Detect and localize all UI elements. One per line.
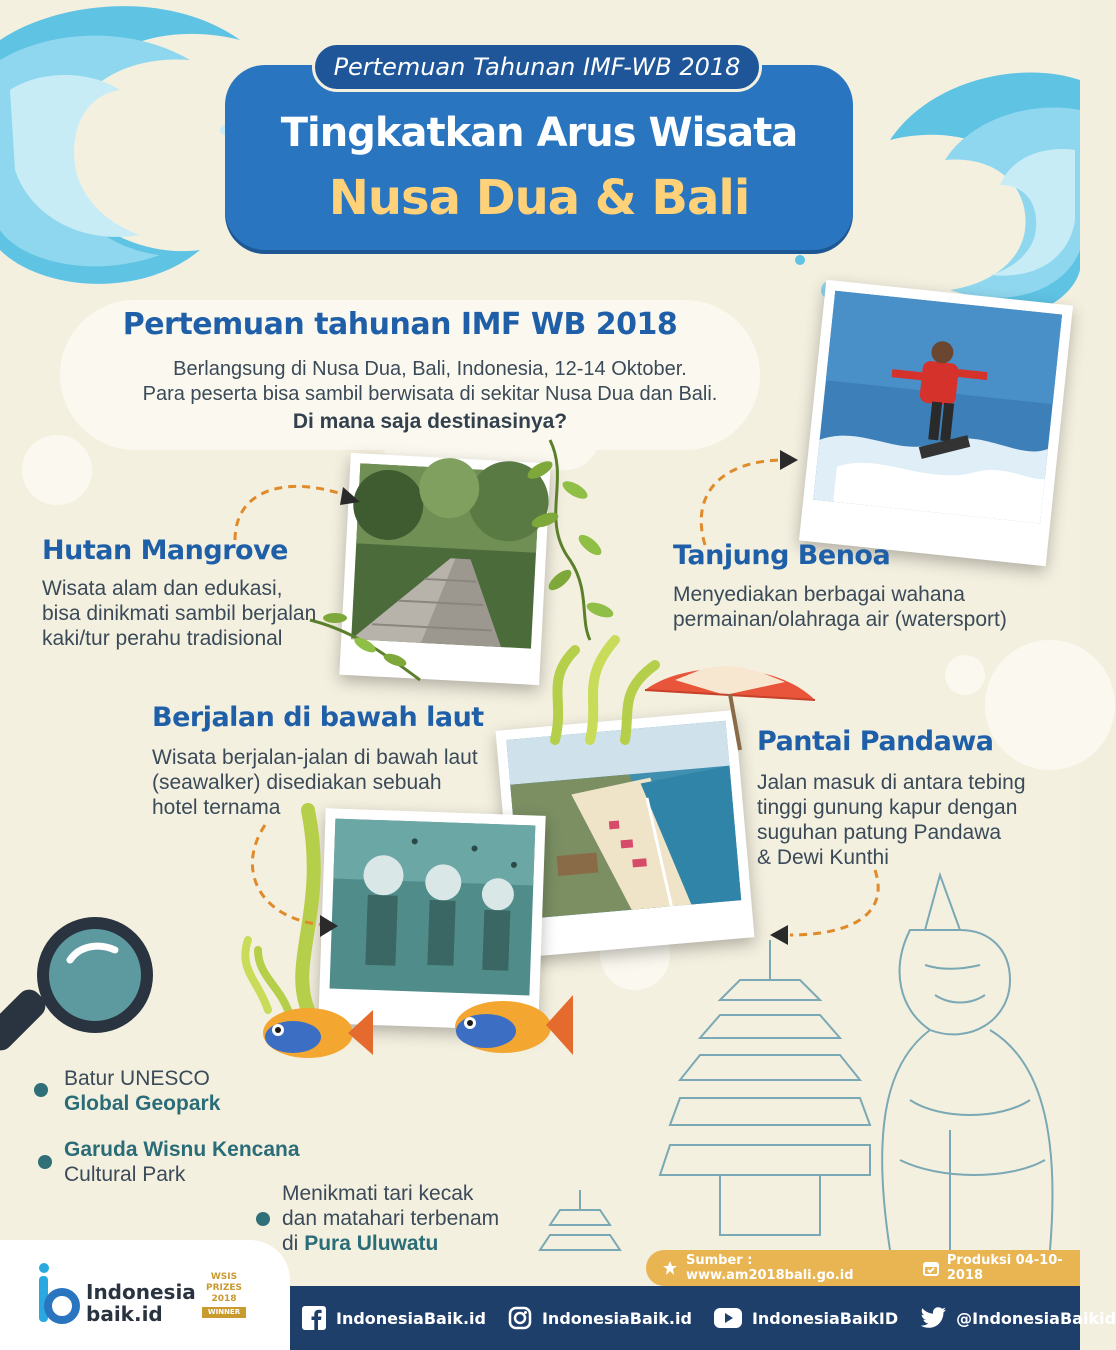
intro-question: Di mana saja destinasinya?	[292, 410, 568, 433]
mangrove-desc-line1: Wisata alam dan edukasi,	[42, 577, 283, 600]
facebook-icon	[302, 1306, 326, 1330]
page-title-line2: Nusa Dua & Bali	[328, 170, 750, 226]
facebook-link[interactable]	[302, 1306, 486, 1330]
social-links	[302, 1286, 1116, 1350]
award-line3: 2018	[211, 1294, 237, 1304]
gwk-normal: Cultural Park	[64, 1163, 186, 1186]
instagram-icon	[508, 1306, 532, 1330]
award-line4: WINNER	[202, 1307, 246, 1318]
logo-text-line2: baik.id	[86, 1302, 163, 1326]
bubble-decoration	[945, 655, 985, 695]
statue-icon	[830, 870, 1080, 1250]
pin-icon	[662, 1260, 678, 1276]
arrow-benoa	[690, 445, 810, 555]
pandawa-title: Pantai Pandawa	[757, 726, 994, 757]
twitter-link[interactable]	[920, 1307, 1116, 1329]
uluwatu-line3	[282, 1231, 438, 1256]
pandawa-desc-line4: & Dewi Kunthi	[757, 846, 889, 869]
bullet-dot	[34, 1083, 48, 1097]
twitter-icon	[920, 1307, 946, 1329]
award-line2: PRIZES	[205, 1283, 243, 1293]
batur-bold: Global Geopark	[64, 1092, 221, 1115]
production-date: Produksi 04-10-2018	[946, 1253, 1063, 1283]
intro-heading: Pertemuan tahunan IMF WB 2018	[122, 307, 678, 342]
instagram-link[interactable]	[508, 1306, 692, 1330]
kicker-text: Pertemuan Tahunan IMF-WB 2018	[333, 53, 741, 81]
batur-normal: Batur UNESCO	[64, 1067, 210, 1090]
seawalker-desc-line2: (seawalker) disediakan sebuah	[152, 771, 442, 794]
uluwatu-prefix: di	[282, 1232, 305, 1255]
youtube-icon	[714, 1308, 742, 1328]
bullet-dot	[38, 1155, 52, 1169]
pandawa-desc-line3: suguhan patung Pandawa	[757, 821, 1002, 844]
award-line1: WSIS	[210, 1272, 238, 1282]
bubble-decoration	[22, 435, 92, 505]
source-row	[662, 1250, 1080, 1286]
intro-line2: Para peserta bisa sambil berwisata di sekitar Nusa Dua dan Bali.	[142, 383, 718, 405]
seawalker-title: Berjalan di bawah laut	[152, 702, 484, 733]
instagram-label: IndonesiaBaik.id	[541, 1308, 692, 1328]
uluwatu-line1: Menikmati tari kecak	[282, 1182, 474, 1205]
seawalker-desc-line3: hotel ternama	[152, 796, 281, 819]
pandawa-desc-line2: tinggi gunung kapur dengan	[757, 796, 1018, 819]
source-label: Sumber : www.am2018bali.go.id	[686, 1253, 854, 1283]
intro-line1: Berlangsung di Nusa Dua, Bali, Indonesia, 12-14 Oktober.	[173, 358, 687, 380]
youtube-link[interactable]	[714, 1308, 898, 1328]
seawalker-desc-line1: Wisata berjalan-jalan di bawah laut	[152, 746, 478, 769]
fish-icon	[258, 995, 373, 1065]
photo-tanjung-benoa	[799, 280, 1073, 566]
arrow-seawalker	[240, 820, 350, 940]
wsis-award-badge	[196, 1272, 252, 1334]
benoa-desc-line1: Menyediakan berbagai wahana	[673, 583, 965, 606]
facebook-label: IndonesiaBaik.id	[336, 1308, 486, 1328]
bubble-decoration	[985, 640, 1115, 770]
twitter-label: @IndonesiaBaikid	[956, 1308, 1116, 1328]
bullet-dot	[256, 1212, 270, 1226]
indonesia-baik-logo-icon	[36, 1262, 80, 1324]
mangrove-desc-line3: kaki/tur perahu tradisional	[42, 627, 283, 650]
pandawa-desc-line1: Jalan masuk di antara tebing	[757, 771, 1026, 794]
mangrove-title: Hutan Mangrove	[42, 535, 288, 566]
vine-icon	[510, 440, 620, 640]
magnifier-icon	[0, 905, 160, 1085]
gwk-bold: Garuda Wisnu Kencana	[64, 1138, 300, 1161]
page-title-line1: Tingkatkan Arus Wisata	[280, 110, 798, 156]
youtube-label: IndonesiaBaikID	[751, 1308, 899, 1328]
mangrove-desc-line2: bisa dinikmati sambil berjalan	[42, 602, 317, 625]
temple-icon	[540, 920, 870, 1250]
benoa-desc-line2: permainan/olahraga air (watersport)	[673, 608, 1007, 631]
calendar-icon	[923, 1260, 939, 1276]
uluwatu-bold: Pura Uluwatu	[304, 1232, 439, 1255]
benoa-title: Tanjung Benoa	[673, 540, 891, 571]
uluwatu-line2: dan matahari terbenam	[282, 1207, 500, 1230]
logo-text-line1: Indonesia	[86, 1280, 196, 1304]
